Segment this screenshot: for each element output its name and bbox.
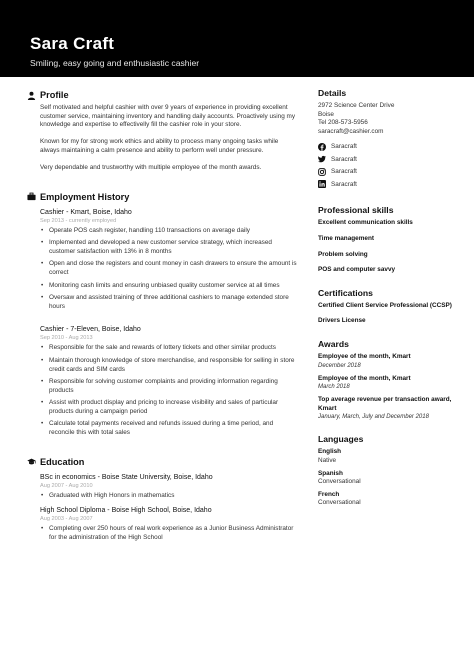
instagram-icon	[318, 168, 326, 176]
phone: Tel 208-573-5956	[318, 119, 368, 127]
list-item: • Oversaw and assisted training of three additional cashiers to manage extended store hours	[40, 294, 298, 311]
awards-list	[318, 353, 456, 421]
list-item: • Calculate total payments received and refunds issued during a time period, and reconcile this with total sales	[40, 420, 298, 437]
list-item: • Monitoring cash limits and ensuring unbiased quality customer service at all times	[40, 282, 298, 291]
social-links	[318, 140, 456, 190]
job-title: Cashier - Kmart, Boise, Idaho	[40, 208, 132, 216]
language-level: Conversational	[318, 499, 361, 507]
social-link-linkedin[interactable]	[318, 178, 456, 191]
award-date: March 2018	[318, 384, 350, 391]
language-name: English	[318, 448, 342, 456]
language-name: Spanish	[318, 469, 343, 477]
profile-paragraph: Very dependable and trustworthy with multiple employee of the month awards.	[40, 163, 262, 171]
details-heading: Details	[318, 88, 347, 98]
social-label: Saracraft	[331, 143, 357, 151]
social-label: Saracraft	[331, 168, 357, 176]
list-item: • Graduated with High Honors in mathematics	[40, 492, 298, 501]
language-name: French	[318, 490, 340, 498]
skill-item: Excellent communication skills	[318, 219, 413, 227]
awards-heading: Awards	[318, 338, 349, 349]
education-date: Aug 2007 - Aug 2010	[40, 482, 93, 489]
profile-paragraph: Self motivated and helpful cashier with over 9 years of experience in providing excellent customer service, maintaining inventory and handling daily accounts. Proactively using my knowledge and expertise to effectivelly fill the cashier role in your store.	[40, 104, 296, 129]
award-name: Top average revenue per transaction award, Kmart	[318, 396, 452, 412]
award-date: January, March, July and December 2018	[318, 414, 429, 421]
award-item	[318, 375, 456, 392]
list-item: • Operate POS cash register, handling 110 transactions on average daily	[40, 227, 298, 236]
languages-heading: Languages	[318, 434, 364, 445]
award-date: December 2018	[318, 362, 361, 369]
skill-item: Problem solving	[318, 250, 368, 258]
job-title: Cashier - 7-Eleven, Boise, Idaho	[40, 326, 141, 334]
resume-header	[0, 0, 474, 77]
list-item: • Maintain thorough knowledge of store merchandise, and responsible for selling in store credit cards and SIM cards	[40, 357, 298, 374]
main-column	[26, 88, 298, 546]
education-entry	[40, 473, 298, 501]
certification-item: Drivers License	[318, 317, 366, 325]
briefcase-icon	[26, 192, 36, 202]
award-name: Employee of the month, Kmart	[318, 352, 411, 360]
language-level: Native	[318, 456, 337, 464]
education-bullets	[40, 492, 298, 501]
education-bullets	[40, 525, 298, 542]
job-date: Sep 2010 - Aug 2013	[40, 335, 93, 342]
list-item: • Open and close the registers and count money in cash drawers to ensure the amount is correct	[40, 260, 298, 277]
education-title: BSc in economics - Boise State University, Boise, Idaho	[40, 473, 213, 481]
list-item: • Completing over 250 hours of real work experience as a Junior Business Administrator for the administration of the High School	[40, 525, 298, 542]
address-line: 2972 Science Center Drive	[318, 102, 395, 109]
person-name: Sara Craft	[30, 34, 115, 53]
education-heading	[26, 455, 298, 469]
language-level: Conversational	[318, 478, 361, 486]
award-item	[318, 353, 456, 370]
award-name: Employee of the month, Kmart	[318, 374, 411, 382]
profile-heading	[26, 88, 298, 102]
skills-heading: Professional skills	[318, 205, 394, 216]
profile-title: Profile	[40, 90, 69, 100]
facebook-icon	[318, 143, 326, 151]
contact-details	[318, 102, 456, 136]
language-item	[318, 470, 456, 487]
profile-paragraph: Known for my for strong work ethics and ability to process many ongoing tasks while always maintaining a calm presence and ability to perform well under pressure.	[40, 138, 279, 154]
social-link-instagram[interactable]	[318, 165, 456, 178]
linkedin-icon	[318, 180, 326, 188]
award-item	[318, 396, 456, 421]
social-label: Saracraft	[331, 180, 357, 188]
side-column	[318, 88, 456, 508]
skill-item: POS and computer savvy	[318, 266, 396, 274]
job-entry	[40, 325, 298, 437]
job-entry	[40, 208, 298, 312]
social-link-facebook[interactable]	[318, 140, 456, 153]
certifications-heading: Certifications	[318, 287, 373, 298]
education-entry	[40, 506, 298, 542]
job-bullets	[40, 227, 298, 312]
graduation-cap-icon	[26, 457, 36, 467]
job-date: Sep 2013 - currently employed	[40, 217, 117, 224]
list-item: • Implemented and developed a new customer service strategy, which increased customer satisfaction with 13% in 8 months	[40, 239, 298, 256]
tagline: Smiling, easy going and enthusiastic cashier	[30, 58, 200, 68]
list-item: • Assist with product display and pricing to increase visibility and sales of particular products during a campaign period	[40, 399, 298, 416]
skill-item: Time management	[318, 234, 374, 242]
employment-title: Employment History	[40, 191, 130, 202]
language-item	[318, 448, 456, 465]
education-title: High School Diploma - Boise High School, Boise, Idaho	[40, 507, 212, 515]
certification-item: Certified Client Service Professional (CCSP)	[318, 301, 452, 309]
language-item	[318, 491, 456, 508]
profile-summary	[40, 104, 298, 173]
skills-list	[318, 219, 456, 274]
social-label: Saracraft	[331, 155, 357, 163]
twitter-icon	[318, 155, 326, 163]
address-city: Boise	[318, 110, 334, 118]
job-bullets	[40, 344, 298, 437]
education-date: Aug 2003 - Aug 2007	[40, 516, 93, 523]
employment-heading	[26, 190, 298, 204]
list-item: • Responsible for the sale and rewards of lottery tickets and other similar products	[40, 344, 298, 353]
social-link-twitter[interactable]	[318, 153, 456, 166]
languages-list	[318, 448, 456, 508]
list-item: • Responsible for solving customer complaints and providing information regarding products	[40, 378, 298, 395]
education-title: Education	[40, 456, 85, 467]
person-icon	[26, 90, 36, 100]
certifications-list	[318, 302, 456, 326]
email-link[interactable]: saracraft@cashier.com	[318, 127, 384, 135]
